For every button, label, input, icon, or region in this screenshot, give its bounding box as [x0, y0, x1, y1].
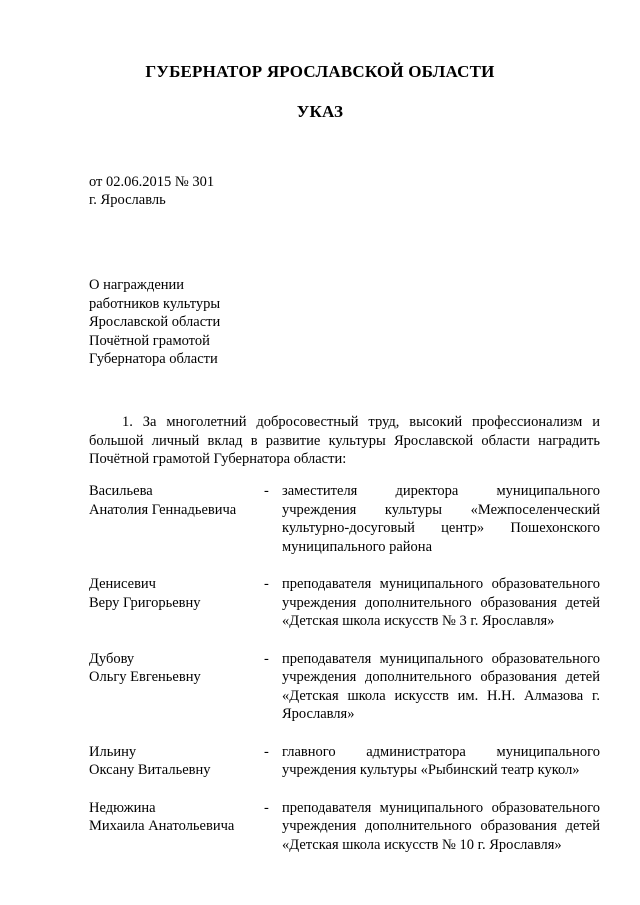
authority-heading: ГУБЕРНАТОР ЯРОСЛАВСКОЙ ОБЛАСТИ [145, 62, 495, 81]
awardee-given-names: Веру Григорьевну [89, 594, 201, 611]
subject-block [89, 276, 220, 369]
date-number: от 02.06.2015 № 301 [89, 174, 215, 190]
award-entry [89, 799, 600, 855]
awardee-name [89, 650, 264, 687]
award-entry [89, 575, 600, 631]
awards-list [89, 482, 600, 854]
subject-line: работников культуры [89, 295, 221, 312]
subject-line: Губернатора области [89, 351, 218, 367]
awardee-name [89, 575, 264, 612]
awardee-given-names: Михаила Анатольевича [89, 818, 235, 834]
awardee-name [89, 482, 264, 519]
awardee-name [89, 743, 264, 780]
award-entry [89, 482, 600, 556]
awardee-surname: Денисевич [89, 576, 156, 592]
subject-line: Ярославской области [89, 314, 221, 330]
subject-line: Почётной грамотой [89, 332, 210, 349]
awardee-name [89, 799, 264, 836]
awardee-given-names: Оксану Витальевну [89, 762, 211, 778]
awardee-position: преподавателя муниципального образовательного учреждения дополнительного образования детей «Детская школа искусств № 3 г. Ярославля» [282, 576, 600, 629]
document-type-heading: УКАЗ [296, 102, 344, 121]
awardee-surname: Дубову [89, 650, 135, 667]
award-entry [89, 743, 600, 780]
separator-dash: - [264, 799, 269, 816]
separator-dash: - [264, 650, 269, 667]
separator-dash: - [264, 483, 269, 499]
awardee-surname: Недюжина [89, 799, 156, 816]
awardee-given-names: Ольгу Евгеньевну [89, 669, 201, 685]
awardee-surname: Ильину [89, 743, 137, 760]
award-entry [89, 650, 600, 724]
awardee-position: главного администратора муниципального учреждения культуры «Рыбинский театр кукол» [282, 743, 600, 778]
subject-line: О награждении [89, 277, 185, 293]
separator-dash: - [264, 576, 269, 592]
awardee-position: преподавателя муниципального образовательного учреждения дополнительного образования детей «Детская школа искусств № 10 г. Ярославля» [282, 799, 600, 853]
separator-dash: - [264, 743, 269, 760]
awardee-position: заместителя директора муниципального учреждения культуры «Межпоселенческий культурно-досуговый центр» Пошехонского муниципального района [282, 483, 600, 555]
awardee-surname: Васильева [89, 483, 153, 499]
awardee-given-names: Анатолия Геннадьевича [89, 501, 237, 518]
city: г. Ярославль [89, 191, 166, 208]
document-meta [89, 174, 214, 209]
awardee-position: преподавателя муниципального образовательного учреждения дополнительного образования детей «Детская школа искусств им. Н.Н. Алмазова г. Ярославля» [282, 650, 600, 722]
intro-paragraph: 1. За многолетний добросовестный труд, высокий профессионализм и большой личный вклад в развитие культуры Ярославской области наградить Почётной грамотой Губернатора области: [89, 414, 600, 467]
